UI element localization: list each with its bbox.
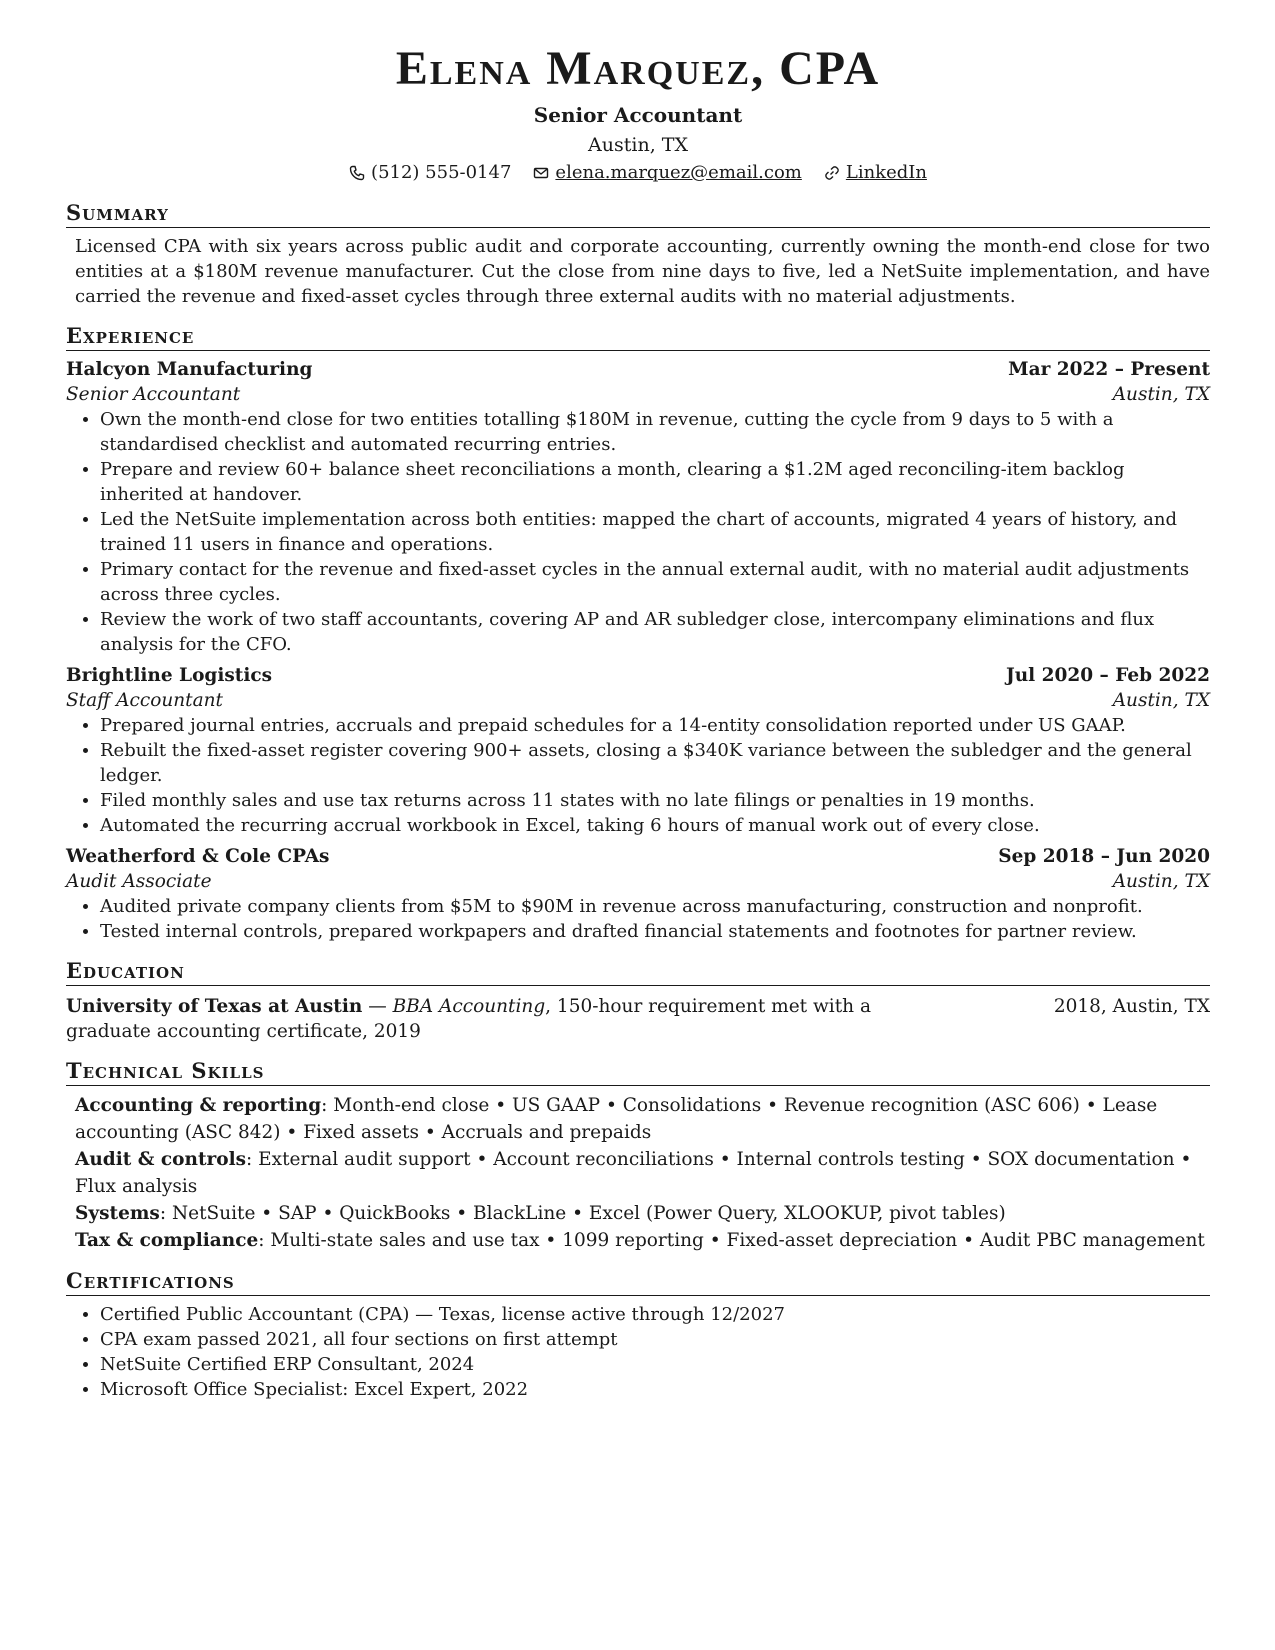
- list-item: • CPA exam passed 2021, all four sections on first attempt: [100, 1327, 1210, 1352]
- list-item: • Review the work of two staff accountants, covering AP and AR subledger close, intercompany eliminations and flux analysis for the CFO.: [100, 607, 1210, 657]
- school-name: University of Texas at Austin: [66, 996, 363, 1017]
- job-entry: [66, 357, 1210, 657]
- job-entry: [66, 663, 1210, 838]
- job-location: Austin, TX: [1112, 871, 1210, 892]
- email-link[interactable]: elena.marquez@email.com: [555, 162, 802, 183]
- list-item: • Primary contact for the revenue and fixed-asset cycles in the annual external audit, with no material audit adjustments across three cycles.: [100, 557, 1210, 607]
- certifications-list: [66, 1302, 1210, 1402]
- linkedin-contact[interactable]: [824, 160, 927, 186]
- education-entry: [66, 994, 1210, 1044]
- job-role: Senior Accountant: [66, 384, 241, 405]
- skill-items: : NetSuite • SAP • QuickBooks • BlackLine • Excel (Power Query, XLOOKUP, pivot tables): [159, 1203, 1006, 1224]
- list-item: • Led the NetSuite implementation across both entities: mapped the chart of accounts, migrated 4 years of history, and trained 11 users in finance and operations.: [100, 507, 1210, 557]
- company-name: Brightline Logistics: [66, 665, 273, 686]
- section-heading-certifications: Certifications: [66, 1268, 1210, 1296]
- candidate-title: Senior Accountant: [533, 103, 743, 127]
- skill-label: Audit & controls: [75, 1149, 247, 1170]
- job-dates: Sep 2018 – Jun 2020: [998, 846, 1210, 867]
- company-name: Halcyon Manufacturing: [66, 359, 313, 380]
- job-bullets: [66, 894, 1210, 944]
- list-item: • Rebuilt the fixed-asset register covering 900+ assets, closing a $340K variance between the subledger and the general ledger.: [100, 738, 1210, 788]
- list-item: • Prepare and review 60+ balance sheet reconciliations a month, clearing a $1.2M aged reconciling-item backlog inherited at handover.: [100, 457, 1210, 507]
- email-contact[interactable]: [533, 160, 801, 186]
- job-entry: [66, 844, 1210, 944]
- education-date-location: 2018, Austin, TX: [1053, 996, 1210, 1017]
- skill-label: Accounting & reporting: [75, 1095, 322, 1116]
- education-separator: —: [362, 996, 393, 1017]
- job-bullets: [66, 713, 1210, 838]
- list-item: • Microsoft Office Specialist: Excel Expert, 2022: [100, 1377, 1210, 1402]
- skill-label: Systems: [75, 1203, 160, 1224]
- skill-line: [75, 1092, 1210, 1146]
- section-heading-summary: Summary: [66, 200, 1210, 228]
- phone-icon: [349, 165, 365, 181]
- list-item: • Own the month-end close for two entities totalling $180M in revenue, cutting the cycle from 9 days to 5 with a standardised checklist and automated recurring entries.: [100, 407, 1210, 457]
- contact-line: [66, 160, 1210, 186]
- linkedin-link[interactable]: LinkedIn: [845, 162, 927, 183]
- resume-header: [66, 38, 1210, 186]
- job-location: Austin, TX: [1112, 384, 1210, 405]
- list-item: • Certified Public Accountant (CPA) — Texas, license active through 12/2027: [100, 1302, 1210, 1327]
- phone-number: (512) 555-0147: [371, 162, 512, 183]
- list-item: • Filed monthly sales and use tax returns across 11 states with no late filings or penalties in 19 months.: [100, 788, 1210, 813]
- candidate-name: Elena Marquez, CPA: [395, 42, 881, 95]
- job-role: Staff Accountant: [66, 690, 223, 711]
- phone-contact: [349, 160, 511, 186]
- list-item: • Prepared journal entries, accruals and prepaid schedules for a 14-entity consolidation reported under US GAAP.: [100, 713, 1210, 738]
- list-item: • Tested internal controls, prepared workpapers and drafted financial statements and footnotes for partner review.: [100, 919, 1210, 944]
- skills-list: [75, 1092, 1210, 1254]
- education-detail: , 150-hour requirement met with a graduate accounting certificate, 2019: [66, 996, 871, 1042]
- candidate-location: Austin, TX: [588, 134, 688, 156]
- degree-name: BBA Accounting: [392, 996, 546, 1017]
- skill-line: [75, 1200, 1210, 1227]
- job-location: Austin, TX: [1112, 690, 1210, 711]
- list-item: • Automated the recurring accrual workbook in Excel, taking 6 hours of manual work out of every close.: [100, 813, 1210, 838]
- section-heading-experience: Experience: [66, 323, 1210, 351]
- summary-text: Licensed CPA with six years across public audit and corporate accounting, currently owning the month-end close for two entities at a $180M revenue manufacturer. Cut the close from nine days to five, led a NetSuite implementation, and have carried the revenue and fixed-asset cycles through three external audits with no material adjustments.: [75, 236, 1210, 307]
- resume-page: [66, 38, 1210, 1402]
- skill-line: [75, 1146, 1210, 1200]
- section-heading-education: Education: [66, 958, 1210, 986]
- job-role: Audit Associate: [66, 871, 212, 892]
- company-name: Weatherford & Cole CPAs: [66, 846, 330, 867]
- skill-items: : External audit support • Account reconciliations • Internal controls testing • SOX documentation • Flux analysis: [75, 1149, 1192, 1197]
- section-heading-skills: Technical Skills: [66, 1058, 1210, 1086]
- job-dates: Mar 2022 – Present: [1008, 359, 1210, 380]
- skill-line: [75, 1227, 1210, 1254]
- skill-items: : Month-end close • US GAAP • Consolidations • Revenue recognition (ASC 606) • Lease accounting (ASC 842) • Fixed assets • Accruals and prepaids: [75, 1095, 1158, 1143]
- job-dates: Jul 2020 – Feb 2022: [1005, 665, 1210, 686]
- job-bullets: [66, 407, 1210, 657]
- list-item: • NetSuite Certified ERP Consultant, 2024: [100, 1352, 1210, 1377]
- envelope-icon: [533, 165, 549, 181]
- skill-label: Tax & compliance: [75, 1230, 259, 1251]
- skill-items: : Multi-state sales and use tax • 1099 reporting • Fixed-asset depreciation • Audit PBC management: [258, 1230, 1205, 1251]
- list-item: • Audited private company clients from $5M to $90M in revenue across manufacturing, construction and nonprofit.: [100, 894, 1210, 919]
- link-icon: [824, 165, 840, 181]
